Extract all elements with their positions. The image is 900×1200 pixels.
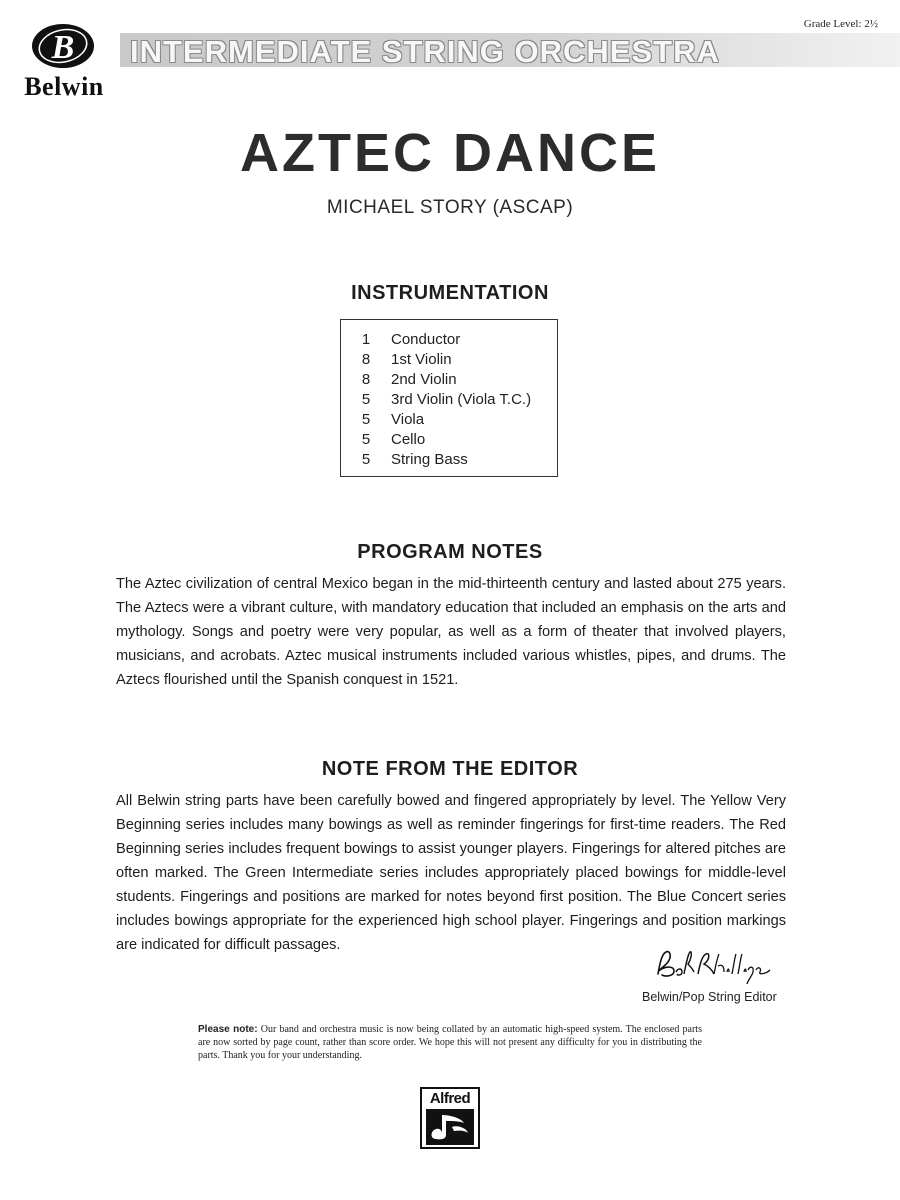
composer-credit: MICHAEL STORY (ASCAP)	[326, 197, 574, 218]
instrumentation-item	[341, 390, 531, 410]
instrument-name: Viola	[391, 411, 425, 428]
instrument-name: Cello	[391, 431, 426, 448]
instrumentation-list	[341, 330, 531, 470]
alfred-logo	[420, 1087, 480, 1149]
instrumentation-item	[341, 410, 531, 430]
instrumentation-item	[341, 450, 531, 470]
piece-title: AZTEC DANCE	[240, 123, 660, 183]
editor-signature	[652, 946, 778, 986]
alfred-music-note-emblem-icon	[426, 1109, 474, 1145]
instrumentation-box	[340, 319, 558, 477]
belwin-b-emblem-icon	[30, 22, 96, 70]
belwin-logo	[8, 22, 120, 100]
please-note-text: Our band and orchestra music is now being collated by an automatic high-speed system. The enclosed parts are now sorted by page count, rather than score order. We hope this will not present any difficulty for you in distributing the parts. Thank you for your understanding.	[198, 1024, 702, 1061]
instrumentation-heading: INSTRUMENTATION	[351, 282, 549, 304]
series-banner	[120, 33, 900, 67]
svg-text:B: B	[51, 29, 75, 66]
please-note: Please note: Our band and orchestra music is now being collated by an automatic high-speed system. The enclosed parts are now sorted by page count, rather than score order. We hope this will not present any difficulty for you in distributing the parts. Thank you for your understanding.	[198, 1024, 702, 1061]
program-notes-heading: PROGRAM NOTES	[357, 541, 543, 563]
instrument-quantity: 8	[361, 351, 371, 368]
editor-title: Belwin/Pop String Editor	[642, 990, 777, 1004]
grade-level: Grade Level: 2½	[803, 18, 878, 30]
instrument-quantity: 5	[361, 411, 371, 428]
instrument-name: String Bass	[391, 451, 468, 468]
please-note-label: Please note	[198, 1024, 255, 1035]
instrumentation-item	[341, 430, 531, 450]
program-notes-text: The Aztec civilization of central Mexico began in the mid-thirteenth century and lasted about 275 years. The Aztecs were a vibrant culture, with mandatory education that included an emphasis on the arts and mythology. Songs and poetry were very popular, as well as a form of theater that involved players, musicians, and acrobats. Aztec musical instruments included various whistles, pipes, and drums. The Aztecs flourished until the Spanish conquest in 1521.	[116, 576, 786, 688]
instrument-quantity: 5	[361, 431, 371, 448]
instrument-name: 2nd Violin	[391, 371, 457, 388]
instrument-quantity: 1	[361, 331, 371, 348]
instrument-quantity: 8	[361, 371, 371, 388]
instrument-quantity: 5	[361, 451, 371, 468]
instrumentation-item	[341, 350, 531, 370]
instrument-name: 3rd Violin (Viola T.C.)	[391, 391, 532, 408]
editor-note-text: All Belwin string parts have been carefully bowed and fingered appropriately by level. The Yellow Very Beginning series includes many bowings as well as reminder fingerings for first-time readers. The Red Beginning series includes frequent bowings to assist younger players. Fingerings for altered pitches are often marked. The Green Intermediate series includes appropriately placed bowings for middle-level students. Fingerings and positions are marked for notes beyond first position. The Blue Concert series includes bowings appropriate for the experienced high school player. Fingerings and position markings are indicated for difficult passages.	[116, 793, 786, 953]
series-title: INTERMEDIATE STRING ORCHESTRA	[130, 34, 720, 67]
belwin-wordmark: Belwin	[24, 72, 104, 101]
instrument-name: Conductor	[391, 331, 461, 348]
editor-note-heading: NOTE FROM THE EDITOR	[321, 758, 579, 780]
instrumentation-item	[341, 330, 531, 350]
instrumentation-item	[341, 370, 531, 390]
instrument-name: 1st Violin	[391, 351, 452, 368]
instrument-quantity: 5	[361, 391, 371, 408]
alfred-wordmark: Alfred	[429, 1090, 471, 1107]
